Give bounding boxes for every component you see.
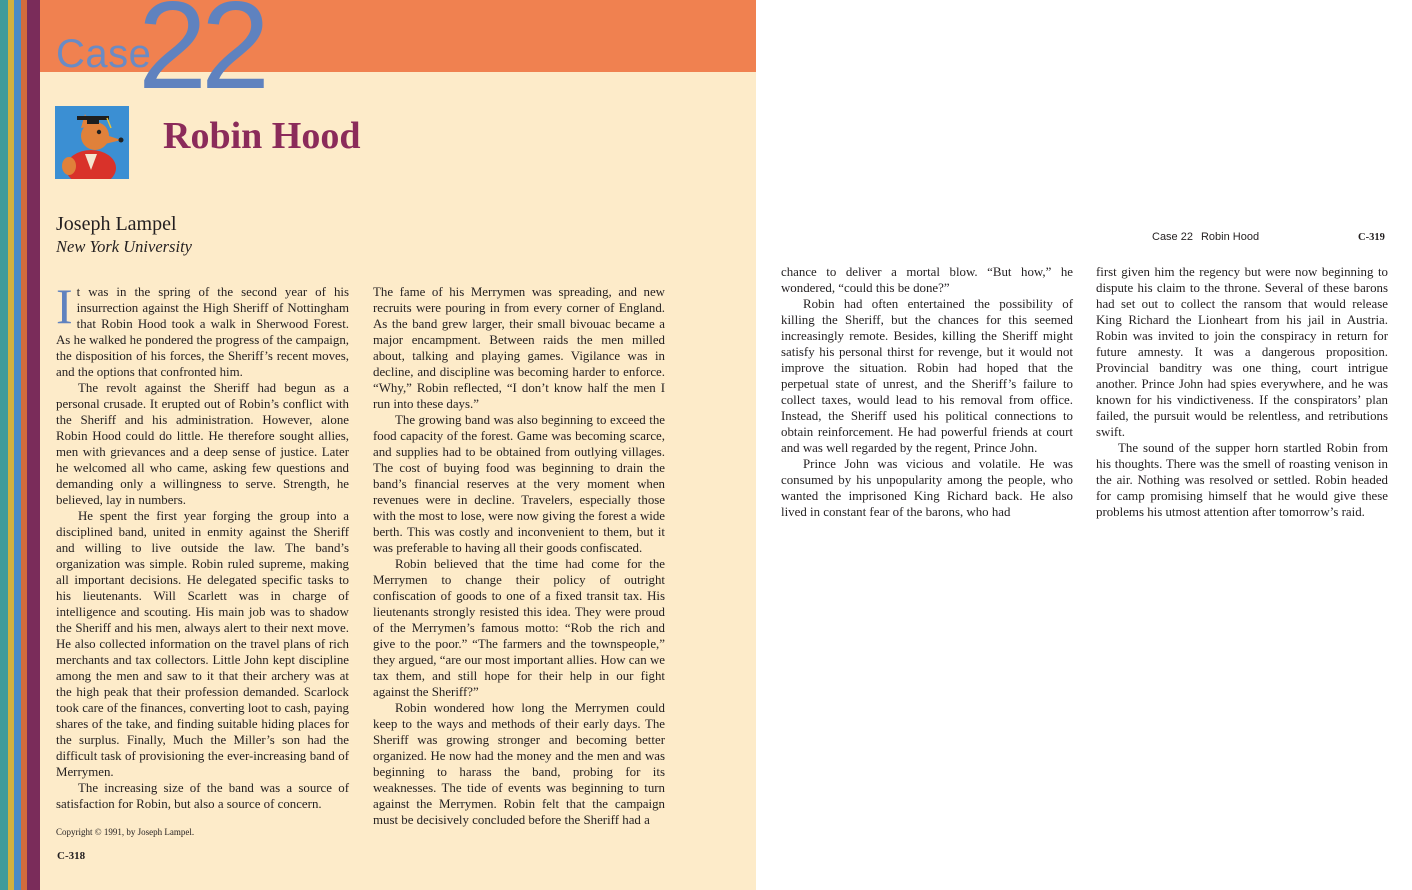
author-name: Joseph Lampel [56,213,177,235]
paragraph [56,278,349,380]
case-label: Case [56,32,152,76]
copyright-note: Copyright © 1991, by Joseph Lampel. [56,827,195,837]
running-head [1152,231,1259,243]
spine-stripe [0,0,8,890]
paragraph: The growing band was also beginning to exceed the food capacity of the forest. Game was becoming scarce, and supplies had to be obtained from outlying villages. The cost of buying food was beginning to drain the band’s financial reserves at the very moment when revenues were in decline. Travelers, especially those with the most to lose, were now giving the forest a wide berth. This was costly and inconvenient to them, but it was preferable to having all their goods confiscated. [373,413,665,555]
right-page-column-1 [781,264,1073,520]
paragraph: The revolt against the Sheriff had begun as a personal crusade. It erupted out of Robin’s conflict with the Sheriff and his administration. However, alone Robin Hood could do little. He therefore sought allies, men with grievances and a deep sense of justice. Later he welcomed all who came, asking few questions and demanding only a willingness to serve. Strength, he believed, lay in numbers. [56,381,349,507]
paragraph: Robin wondered how long the Merrymen could keep to the ways and methods of their early days. The Sheriff was growing stronger and becoming better organized. He now had the money and the men and was beginning to harass the band, probing for its weaknesses. The tide of events was beginning to turn against the Merrymen. Robin felt that the campaign must be decisively concluded before the Sheriff had a [373,701,665,827]
paragraph: chance to deliver a mortal blow. “But how,” he wondered, “could this be done?” [781,265,1073,295]
running-head-case: Case 22 [1152,231,1193,243]
page-number-right: C-319 [1358,232,1385,243]
right-page-column-2 [1096,264,1388,520]
paragraph: first given him the regency but were now beginning to dispute his claim to the throne. Several of these barons had set out to collect the ransom that would release King Richard the Lionheart from his jail in Austria. Robin was invited to join the conspiracy in return for future amnesty. It was a dangerous proposition. Provincial banditry was one thing, court intrigue another. Prince John had spies everywhere, and he was known for his vindictiveness. If the conspirators’ plan failed, the pursuit would be relentless, and retributions swift. [1096,265,1388,439]
fox-professor-icon [55,106,129,179]
spine-stripe [14,0,21,890]
paragraph: The sound of the supper horn startled Robin from his thoughts. There was the smell of roasting venison in the air. Nothing was resolved or settled. Robin headed for camp promising himself that he would give these problems his utmost attention after tomorrow’s raid. [1096,441,1388,519]
running-head-title: Robin Hood [1200,231,1260,243]
paragraph: Robin believed that the time had come for the Merrymen to change their policy of outright confiscation of goods to one of a fixed transit tax. His lieutenants strongly resisted this idea. They were proud of the Merrymen’s famous motto: “Rob the rich and give to the poor.” “The farmers and the townspeople,” they argued, “are our most important allies. How can we tax them, and still hope for their help in our fight against the Sheriff?” [373,557,665,699]
author-affiliation: New York University [56,237,192,256]
drop-cap: I [56,278,73,334]
spine-stripes [0,0,40,890]
paragraph: The fame of his Merrymen was spreading, and new recruits were pouring in from every corner of England. As the band grew larger, their small bivouac became a major encampment. Between raids the men milled about, talking and playing games. Vigilance was in decline, and discipline was becoming harder to enforce. “Why,” Robin reflected, “I don’t know half the men I run into these days.” [373,285,665,411]
paragraph: Robin had often entertained the possibility of killing the Sheriff, but the chances for this seemed increasingly remote. Besides, killing the Sheriff might satisfy his personal thirst for revenge, but it would not improve the situation. Robin had hoped that the perpetual state of unrest, and the Sheriff’s failure to collect taxes, would lead to his removal from office. Instead, the Sheriff used his political connections to obtain reinforcement. He had powerful friends at court and was well regarded by the regent, Prince John. [781,297,1073,455]
case-number: 22 [138,0,264,115]
left-page [40,0,756,890]
paragraph: The increasing size of the band was a source of satisfaction for Robin, but also a source of concern. [56,781,349,811]
case-title: Robin Hood [163,115,361,157]
spine-stripe [27,0,40,890]
paragraph: He spent the first year forging the group into a disciplined band, united in enmity against the Sheriff and willing to live outside the law. The band’s organization was simple. Robin ruled supreme, making all important decisions. He delegated specific tasks to his lieutenants. Will Scarlett was in charge of intelligence and scouting. His main job was to shadow the Sheriff and his men, always alert to their next move. He also collected information on the travel plans of rich merchants and tax collectors. Little John kept discipline among the men and saw to it that their archery was at the high peak that their profession demanded. Scarlock took care of the finances, converting loot to cash, paying shares of the take, and finding suitable hiding places for the surplus. Finally, Much the Miller’s son had the difficult task of provisioning the ever-increasing band of Merrymen. [56,509,349,779]
paragraph: Prince John was vicious and volatile. He was consumed by his unpopularity among the people, who wanted the imprisoned King Richard back. He also lived in constant fear of the barons, who had [781,457,1073,519]
page-number-left: C-318 [57,850,86,862]
paragraph-text: t was in the spring of the second year of his insurrection against the High Sheriff of Nottingham that Robin Hood took a walk in Sherwood Forest. As he walked he pondered the progress of the campaign, the disposition of his forces, the Sheriff’s recent moves, and the options that confronted him. [56,285,349,379]
left-page-column-2 [373,284,665,828]
left-page-column-1 [56,278,349,812]
